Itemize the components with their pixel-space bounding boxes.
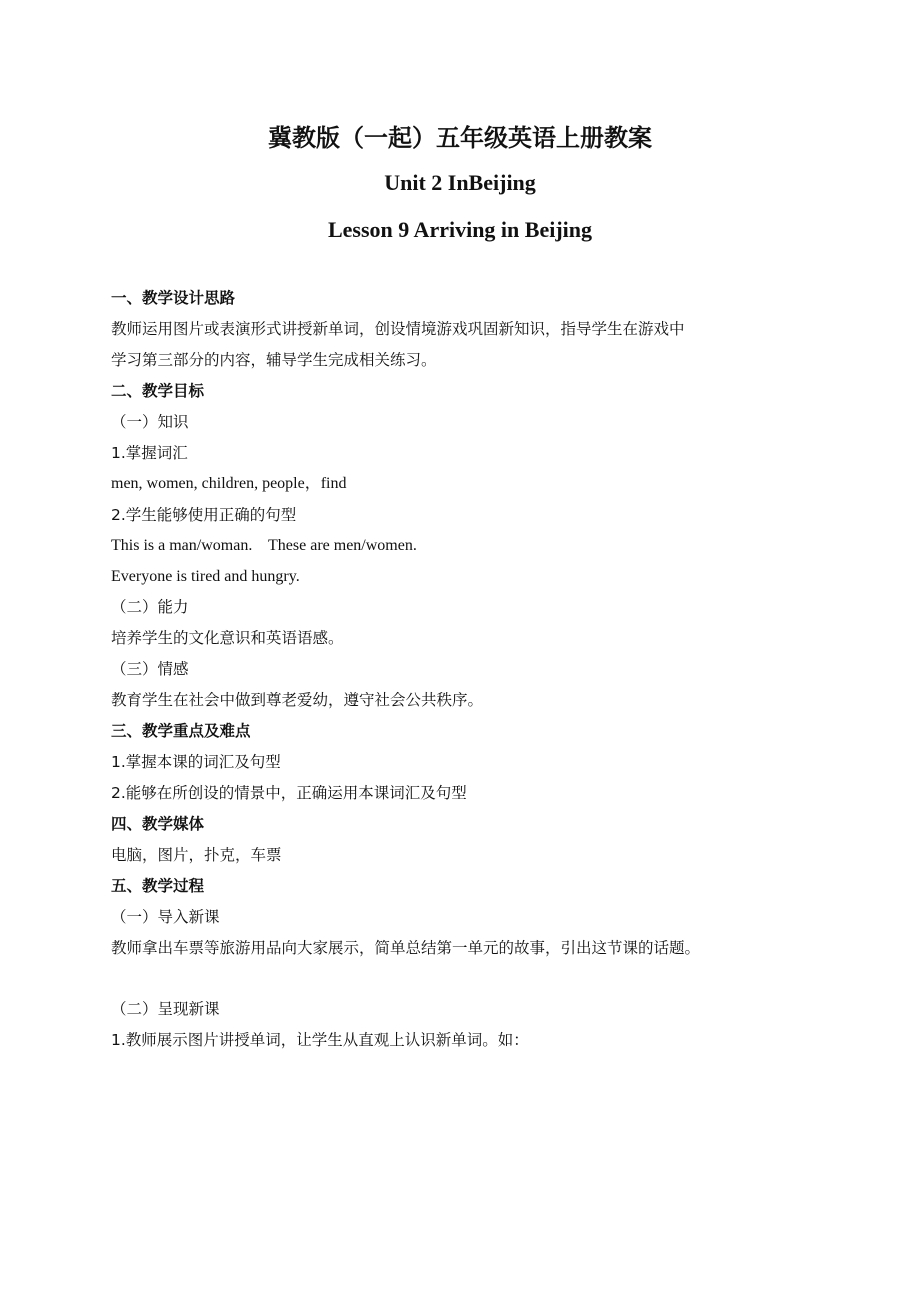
- subsection-heading: （一）知识: [111, 413, 189, 431]
- subsection-heading: （二）能力: [111, 598, 189, 616]
- section-heading-key-points: 三、教学重点及难点: [111, 722, 251, 740]
- body-text: 1.教师展示图片讲授单词，让学生从直观上认识新单词。如：: [111, 1031, 529, 1049]
- document-title: 冀教版（一起）五年级英语上册教案: [268, 124, 652, 152]
- unit-title: Unit 2 InBeijing: [384, 170, 536, 195]
- body-text: 2.能够在所创设的情景中，正确运用本课词汇及句型: [111, 784, 467, 802]
- body-text: 学习第三部分的内容，辅导学生完成相关练习。: [111, 351, 437, 369]
- section-heading-media: 四、教学媒体: [111, 815, 205, 833]
- vocabulary-line: men, women, children, people，find: [111, 475, 347, 492]
- body-text: 培养学生的文化意识和英语语感。: [111, 629, 344, 647]
- body-text: 1.掌握词汇: [111, 444, 188, 462]
- sentence-pattern-line: This is a man/woman. These are men/women.: [111, 537, 417, 554]
- lesson-title: Lesson 9 Arriving in Beijing: [327, 217, 593, 242]
- body-text: 2.学生能够使用正确的句型: [111, 506, 297, 524]
- section-heading-goals: 二、教学目标: [111, 382, 205, 400]
- body-text: 教育学生在社会中做到尊老爱幼，遵守社会公共秩序。: [111, 691, 484, 709]
- body-text: 1.掌握本课的词汇及句型: [111, 753, 281, 771]
- section-heading-process: 五、教学过程: [111, 877, 205, 895]
- section-heading-design: 一、教学设计思路: [111, 289, 236, 307]
- body-text: 教师拿出车票等旅游用品向大家展示，简单总结第一单元的故事，引出这节课的话题。: [111, 939, 701, 957]
- subsection-heading: （二）呈现新课: [111, 1000, 220, 1018]
- sentence-pattern-line: Everyone is tired and hungry.: [111, 568, 300, 585]
- subsection-heading: （三）情感: [111, 660, 189, 678]
- body-text: 电脑，图片，扑克，车票: [111, 846, 282, 864]
- body-text: 教师运用图片或表演形式讲授新单词，创设情境游戏巩固新知识，指导学生在游戏中: [111, 320, 685, 338]
- subsection-heading: （一）导入新课: [111, 908, 220, 926]
